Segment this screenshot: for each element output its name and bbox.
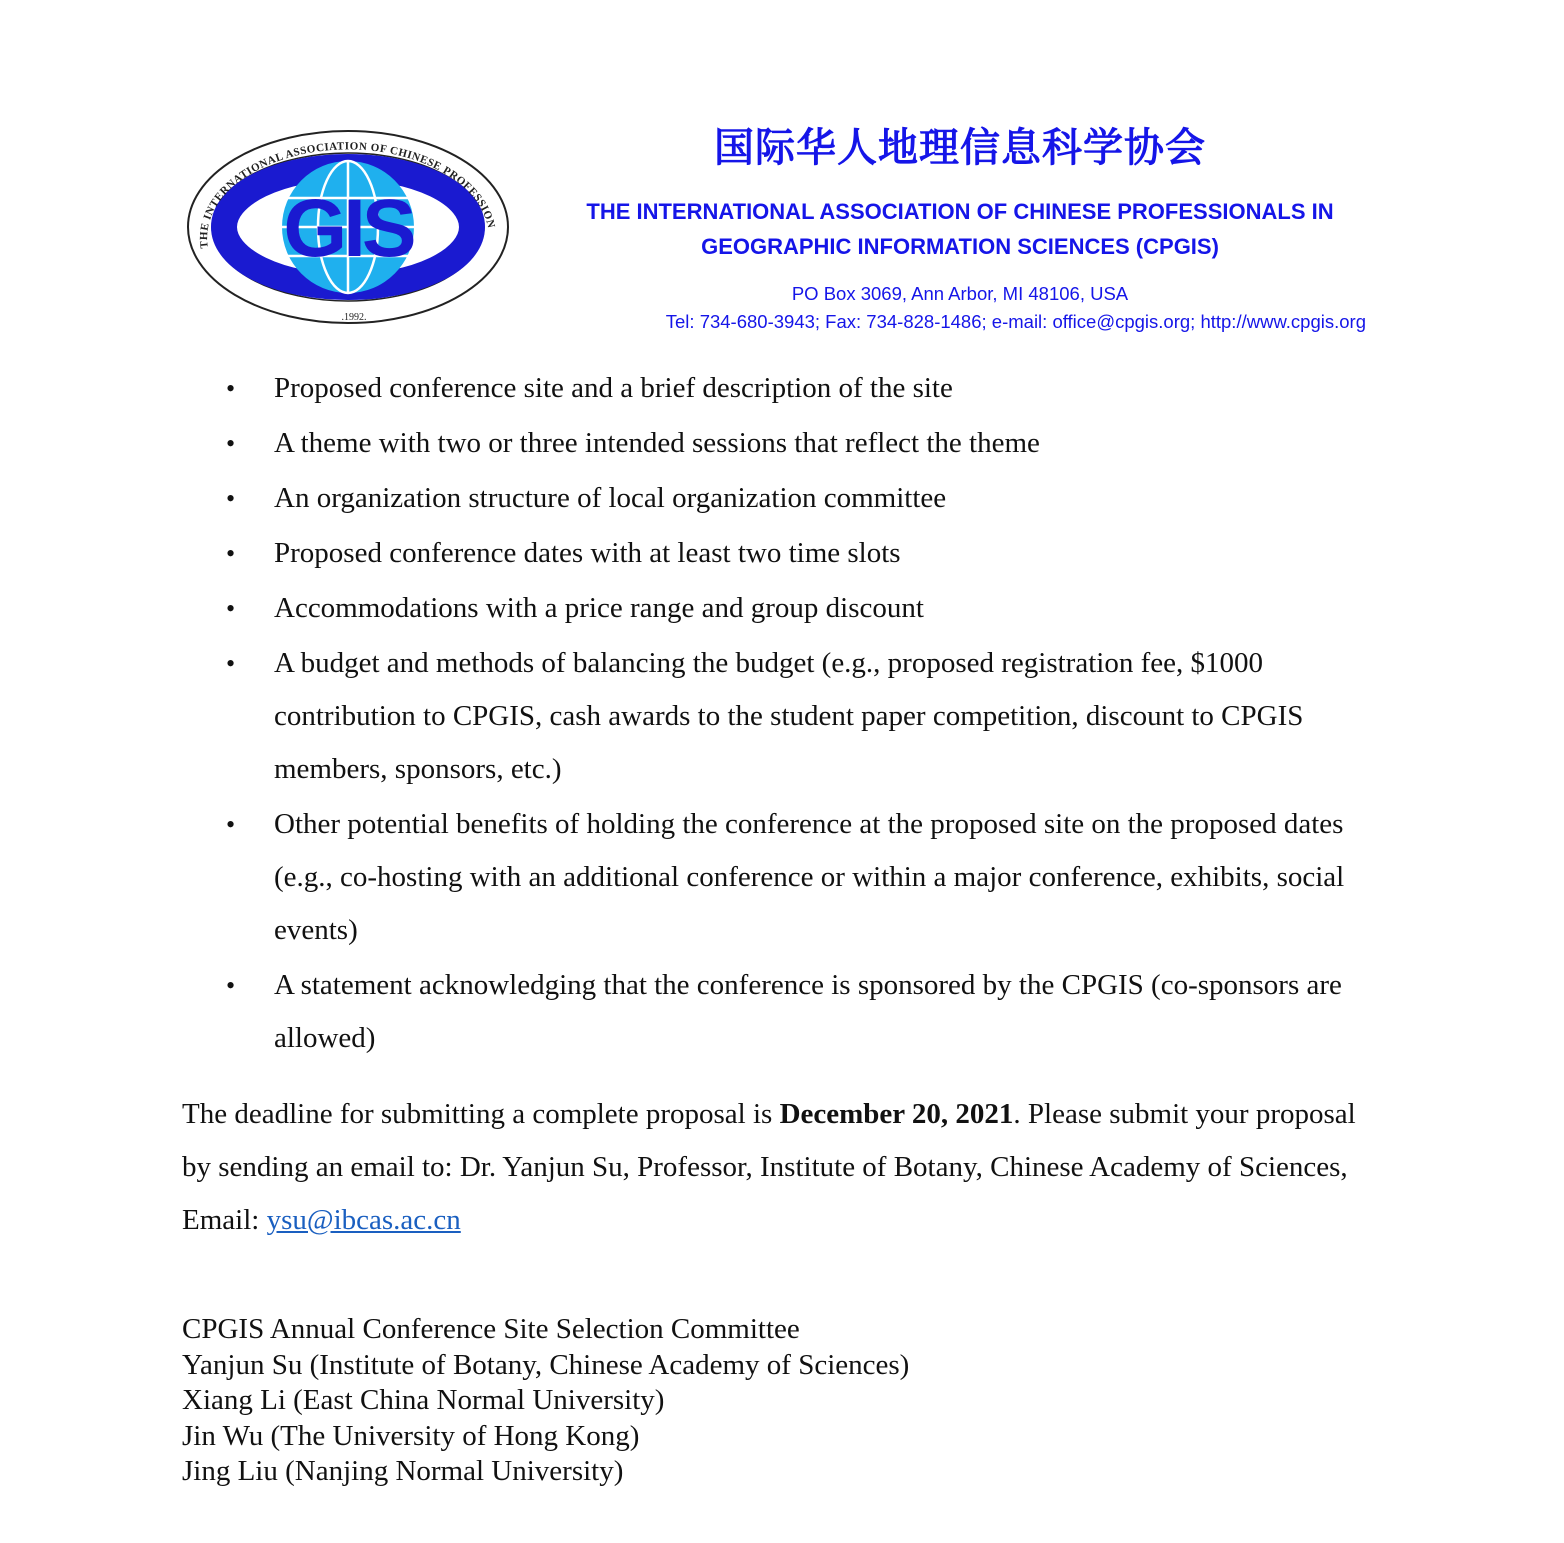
bullet: •	[226, 374, 236, 403]
list-item-text: Other potential benefits of holding the conference at the proposed site on the proposed dates (e.g., co-hosting with an additional conference or within a major conference, exhibits, social events)	[274, 808, 1345, 946]
logo-year: .1992.	[341, 312, 367, 323]
list-item	[182, 362, 1382, 415]
contact-info: Tel: 734-680-3943; Fax: 734-828-1486; e-mail: office@cpgis.org; http://www.cpgis.org	[665, 311, 1366, 332]
list-item-text: Proposed conference dates with at least two time slots	[274, 537, 901, 569]
list-item-text: A statement acknowledging that the conference is sponsored by the CPGIS (co-sponsors are allowed)	[274, 969, 1342, 1054]
bullet: •	[226, 429, 236, 458]
postal-address: PO Box 3069, Ann Arbor, MI 48106, USA	[791, 283, 1129, 304]
bullet: •	[226, 971, 236, 1000]
list-item	[182, 637, 1382, 796]
bullet: •	[226, 649, 236, 678]
cpgis-logo	[186, 128, 510, 326]
list-item-text: A budget and methods of balancing the budget (e.g., proposed registration fee, $1000 contribution to CPGIS, cash awards to the student paper competition, discount to CPGIS members, sponsors, etc.)	[274, 647, 1304, 785]
list-item-text: Accommodations with a price range and group discount	[274, 592, 924, 624]
deadline-date: December 20, 2021	[779, 1098, 1014, 1130]
list-item	[182, 527, 1382, 580]
list-item	[182, 798, 1382, 957]
bullet: •	[226, 810, 236, 839]
list-item-text: A theme with two or three intended sessions that reflect the theme	[274, 427, 1040, 459]
committee-member: Jing Liu (Nanjing Normal University)	[182, 1455, 624, 1487]
svg-text:GIS: GIS	[283, 183, 413, 274]
committee-member: Jin Wu (The University of Hong Kong)	[182, 1419, 640, 1452]
list-item	[182, 959, 1382, 1065]
list-item	[182, 472, 1382, 525]
requirements-list	[182, 362, 1382, 1067]
letterhead	[520, 120, 1400, 264]
bullet: •	[226, 484, 236, 513]
org-name-line2: GEOGRAPHIC INFORMATION SCIENCES (CPGIS)	[701, 234, 1219, 259]
logo-ring-text: THE INTERNATIONAL ASSOCIATION OF CHINESE PROFESSION	[197, 140, 498, 250]
list-item-text: Proposed conference site and a brief description of the site	[274, 372, 953, 404]
committee-member: Xiang Li (East China Normal University)	[182, 1384, 665, 1416]
committee-title: CPGIS Annual Conference Site Selection Committee	[182, 1313, 800, 1345]
committee-block	[182, 1312, 909, 1490]
contact-email-link[interactable]: ysu@ibcas.ac.cn	[266, 1204, 461, 1236]
list-item	[182, 417, 1382, 470]
list-item-text: An organization structure of local organization committee	[274, 482, 947, 514]
deadline-paragraph	[182, 1088, 1382, 1247]
bullet: •	[226, 539, 236, 568]
address-block	[520, 280, 1400, 336]
org-name-line1: THE INTERNATIONAL ASSOCIATION OF CHINESE PROFESSIONALS IN	[586, 199, 1334, 224]
deadline-prefix: The deadline for submitting a complete proposal is	[182, 1098, 780, 1130]
committee-member: Yanjun Su (Institute of Botany, Chinese Academy of Sciences)	[182, 1348, 910, 1381]
chinese-title: 国际华人地理信息科学协会	[714, 125, 1206, 171]
deadline-suffix: . Please submit your proposal by sending an email to: Dr. Yanjun Su, Professor, Institute of Botany, Chinese Academy of Sciences, Email:	[182, 1098, 1356, 1236]
org-name	[520, 194, 1400, 264]
bullet: •	[226, 594, 236, 623]
cpgis-logo-icon	[186, 128, 510, 326]
list-item	[182, 582, 1382, 635]
